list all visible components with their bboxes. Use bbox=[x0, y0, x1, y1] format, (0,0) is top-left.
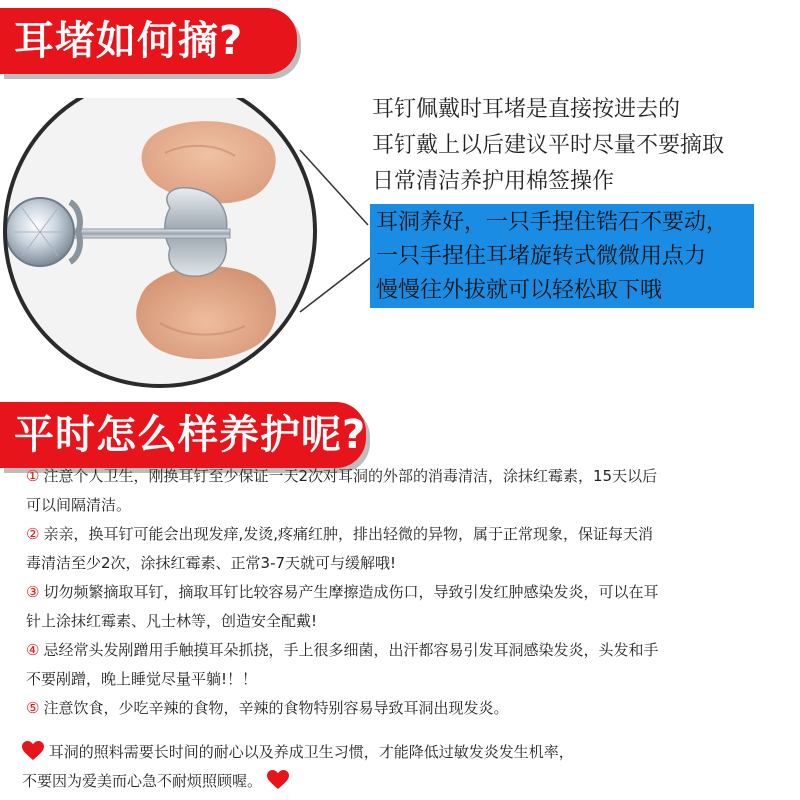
heart-icon bbox=[267, 770, 289, 790]
item-number: ⑤ bbox=[26, 699, 40, 717]
list-item bbox=[26, 520, 786, 578]
list-item bbox=[26, 462, 786, 520]
footer-line: 耳洞的照料需要长时间的耐心以及养成卫生习惯，才能降低过敏发炎发生机率， bbox=[48, 743, 574, 761]
item-text: 不要剐蹭，晚上睡觉尽量平躺!！！ bbox=[26, 670, 258, 688]
item-text: 可以间隔清洁。 bbox=[26, 496, 132, 514]
item-number: ④ bbox=[26, 641, 40, 659]
intro-line: 日常清洁养护用棉签操作 bbox=[372, 169, 615, 194]
intro-line: 耳钉佩戴时耳堵是直接按进去的 bbox=[372, 97, 681, 122]
earring-photo bbox=[0, 98, 330, 388]
item-text: 切勿频繁摘取耳钉，摘取耳钉比较容易产生摩擦造成伤口，导致引发红肿感染发炎，可以在耳 bbox=[43, 583, 659, 601]
earring-photo-illustration bbox=[0, 98, 330, 388]
item-number: ③ bbox=[26, 583, 40, 601]
banner-care: 平时怎么样养护呢? bbox=[0, 402, 366, 468]
list-item bbox=[26, 578, 786, 636]
care-list bbox=[26, 462, 786, 723]
highlight-line: 慢慢往外拔就可以轻松取下哦 bbox=[376, 278, 663, 303]
removal-instructions bbox=[370, 204, 754, 308]
highlight-line: 一只手捏住耳堵旋转式微微用点力 bbox=[376, 244, 707, 269]
banner-how-to-remove: 耳堵如何摘? bbox=[0, 8, 297, 74]
footer-note bbox=[22, 738, 792, 796]
item-text: 针上涂抹红霉素、凡士林等，创造安全配戴! bbox=[26, 612, 318, 630]
list-item bbox=[26, 636, 786, 694]
item-text: 毒清洁至少2次，涂抹红霉素、正常3-7天就可与缓解哦! bbox=[26, 554, 397, 572]
item-number: ② bbox=[26, 525, 40, 543]
intro-line: 耳钉戴上以后建议平时尽量不要摘取 bbox=[372, 133, 725, 158]
item-number: ① bbox=[26, 467, 40, 485]
highlight-line: 耳洞养好，一只手捏住锆石不要动， bbox=[376, 210, 729, 235]
item-text: 忌经常头发剐蹭用手触摸耳朵抓挠，手上很多细菌，出汗都容易引发耳洞感染发炎，头发和手 bbox=[43, 641, 659, 659]
intro-text bbox=[372, 92, 792, 200]
item-text: 亲亲，换耳钉可能会出现发痒,发烫,疼痛红肿，排出轻微的异物，属于正常现象，保证每天消 bbox=[43, 525, 653, 543]
heart-icon bbox=[22, 741, 44, 761]
list-item bbox=[26, 694, 786, 723]
item-text: 注意饮食，少吃辛辣的食物，辛辣的食物特别容易导致耳洞出现发炎。 bbox=[43, 699, 509, 717]
footer-line: 不要因为爱美而心急不耐烦照顾喔。 bbox=[22, 772, 263, 790]
item-text: 注意个人卫生，刚换耳钉至少保证一天2次对耳洞的外部的消毒清洁，涂抹红霉素，15天以后 bbox=[43, 467, 658, 485]
